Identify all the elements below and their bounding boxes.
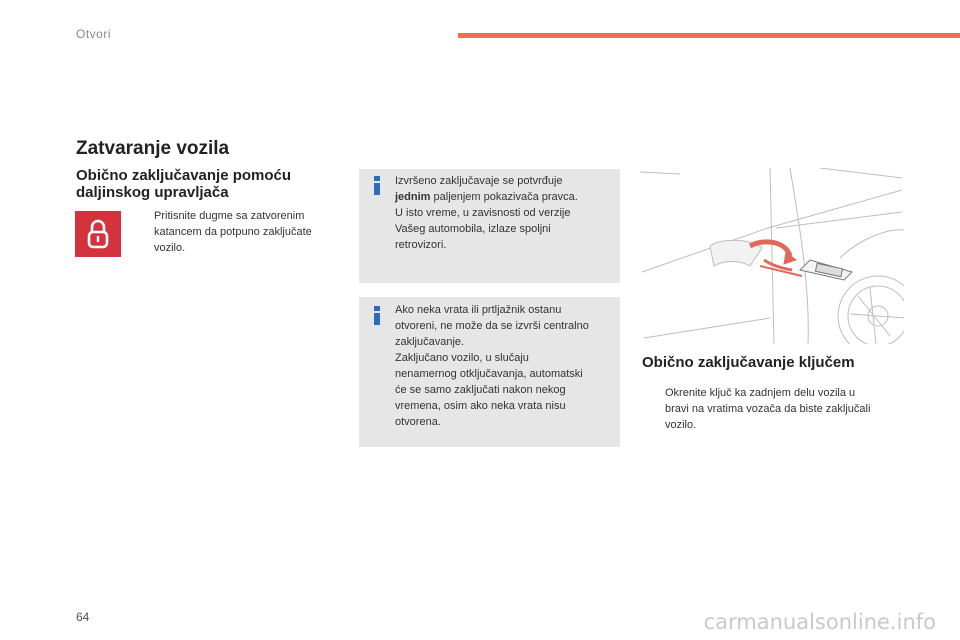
remote-lock-instruction [154,208,339,256]
info-box-line: U isto vreme, u zavisnosti od verzije [395,207,571,219]
page-number: 64 [76,610,90,624]
info-box-line: retrovizori. [395,239,447,251]
info-icon [373,176,381,195]
info-box-line: Ako neka vrata ili prtljažnik ostanu [395,304,562,316]
section-label: Otvori [76,27,112,41]
info-box-line: Zaključano vozilo, u slučaju [395,352,529,364]
remote-lock-instruction-line: Pritisnite dugme sa zatvorenim [154,210,305,222]
watermark: carmanualsonline.info [703,610,936,634]
info-box-line: zaključavanje. [395,336,465,348]
info-box-line [395,189,614,205]
key-lock-instruction [665,385,905,433]
info-box-line: nenamernog otključavanja, automatski [395,368,583,380]
key-lock-instruction-line: Okrenite ključ ka zadnjem delu vozila u [665,387,856,399]
emphasis-text: jednim [395,191,431,203]
remote-lock-title-line1: Obično zaključavanje pomoću [76,167,292,184]
key-lock-title: Obično zaključavanje ključem [642,354,855,371]
info-box-line: Vašeg automobila, izlaze spoljni [395,223,551,235]
info-box-line: otvoreni, ne može da se izvrši centralno [395,320,589,332]
header-accent-bar [458,33,960,38]
info-box-open-doors [359,297,620,447]
remote-lock-instruction-line: vozilo. [154,242,186,254]
info-box-line: Izvršeno zaključavaje se potvrđuje [395,175,563,187]
lock-icon [75,211,121,257]
info-box-confirmation [359,169,620,283]
info-box-line: će se samo zaključati nakon nekog [395,384,566,396]
remote-lock-instruction-line: katancem da potpuno zaključate [154,226,312,238]
remote-lock-title-line2: daljinskog upravljača [76,184,229,201]
key-lock-instruction-line: bravi na vratima vozača da biste zaključali [665,403,871,415]
remote-lock-title [76,167,291,201]
info-icon [373,306,381,325]
info-box-line-rest: paljenjem pokazivača pravca. [430,191,578,203]
info-box-line: vremena, osim ako neka vrata nisu [395,400,566,412]
page-title: Zatvaranje vozila [76,138,230,159]
info-box-line: otvorena. [395,416,441,428]
key-lock-instruction-line: vozilo. [665,419,697,431]
car-door-key-illustration [640,168,904,344]
